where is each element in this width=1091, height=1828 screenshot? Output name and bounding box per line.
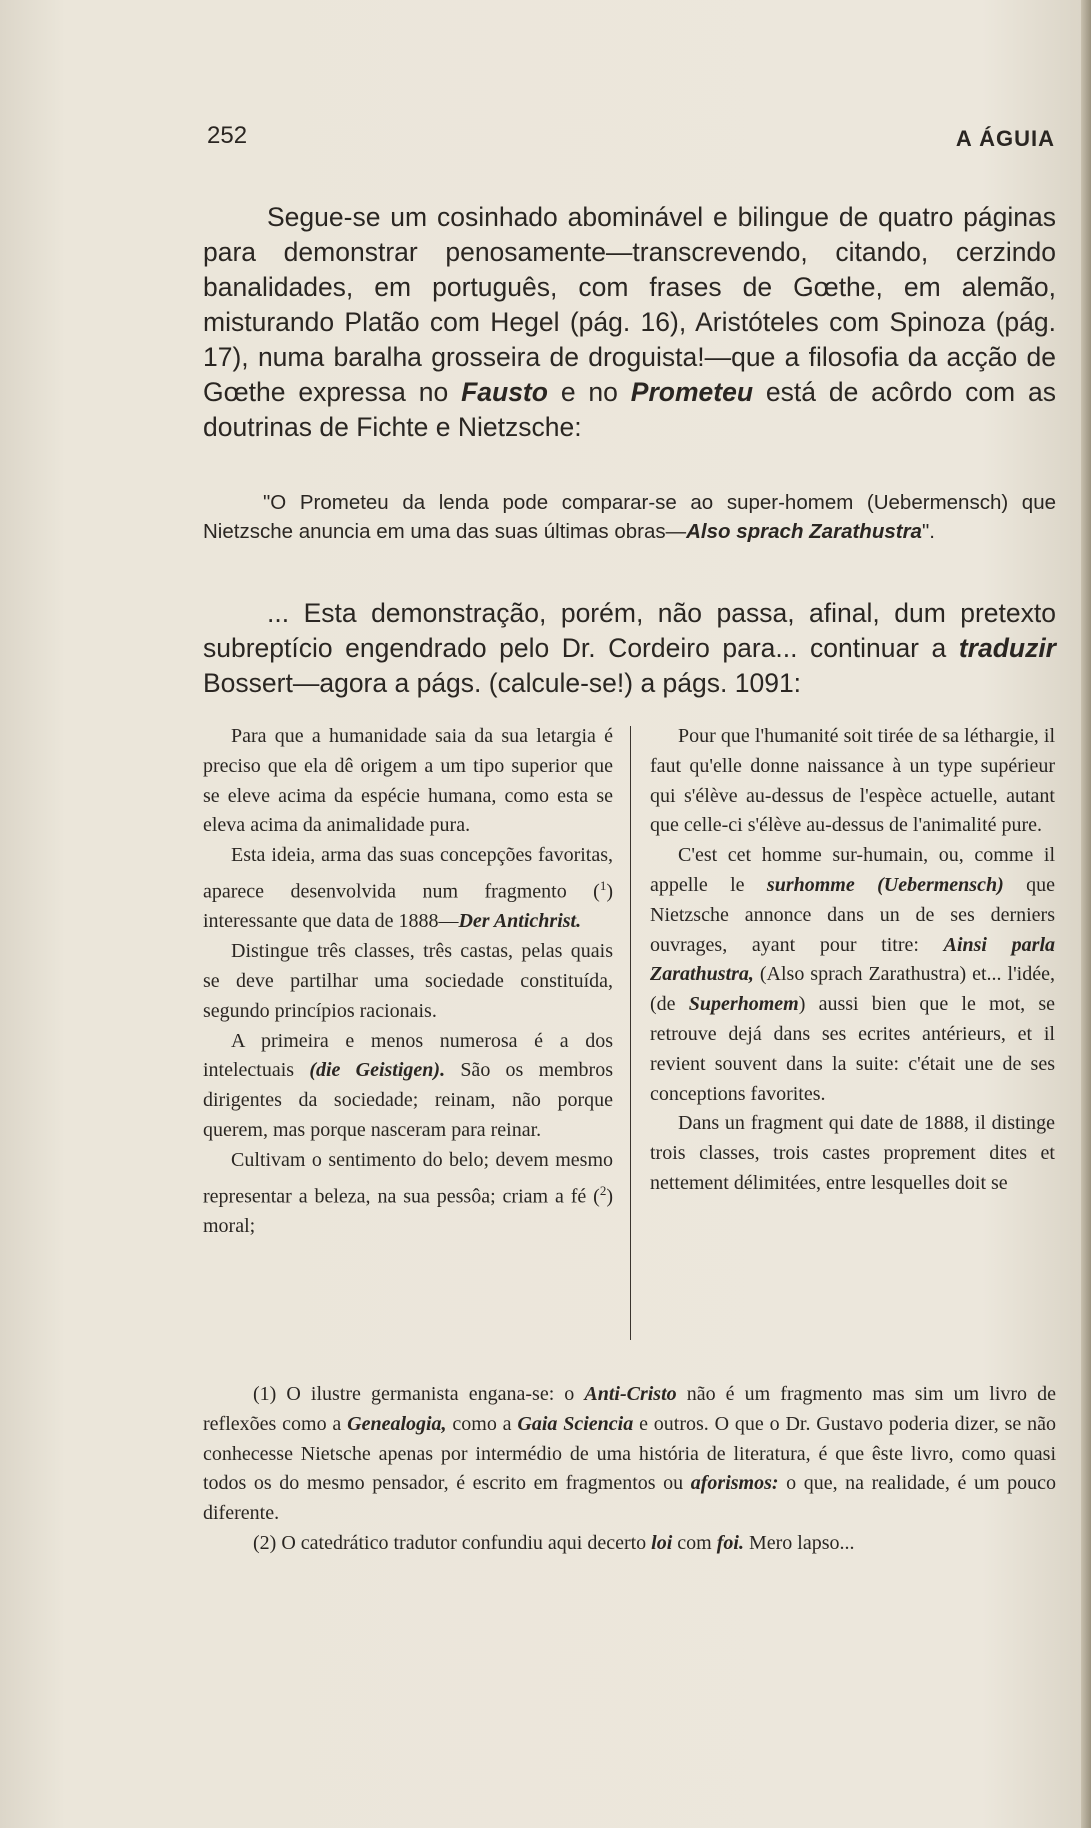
pt-text: Cultivam o sentimento do belo; devem mesmo representar a beleza, na sua pessôa; criam a fé ( <box>203 1148 613 1208</box>
fr-text: que Nietzsche annonce dans un de ses derniers ouvrages, ayant pour titre: <box>650 873 1055 956</box>
ainsi-parla-title: Ainsi parla Zarathustra, <box>650 933 1055 986</box>
bridge-text: ... Esta demonstração, porém, não passa, afinal, dum pretexto subreptício engendrado pelo Dr. Cordeiro para... continuar a <box>203 598 1056 663</box>
genealogia-title: Genealogia, <box>347 1412 447 1435</box>
footnote-1 <box>203 1380 1056 1529</box>
footnotes <box>203 1380 1056 1559</box>
fr-paragraph: Dans un fragment qui date de 1888, il distinge trois classes, trois castes proprement dites et nettement délimitées, entre lesquelles doit se <box>650 1112 1055 1194</box>
fr-text: (Also sprach Zarathustra) et... l'idée, (de <box>650 963 1055 1016</box>
surhomme-term: surhomme (Uebermensch) <box>766 873 1004 896</box>
intro-paragraph <box>203 200 1056 445</box>
zarathustra-title: Also sprach Zarathustra <box>686 520 922 543</box>
pt-text: Esta ideia, arma das suas concepções favoritas, aparece desenvolvida num fragmento ( <box>203 844 613 903</box>
footnote-text: O catedrático tradutor confundiu aqui decerto <box>276 1531 652 1554</box>
footnote-ref-1: 1 <box>599 877 607 893</box>
bridge-text: Bossert—agora a págs. (calcule-se!) a págs. 1091: <box>203 668 802 698</box>
fausto-title: Fausto <box>461 377 548 407</box>
fr-text: ) aussi bien que le mot, se retrouve dejá dans ses ecrites antérieurs, et il revient souvent dans la suite: c'était une de ses conceptions favorites. <box>650 993 1055 1105</box>
quote-text: "O Prometeu da lenda pode comparar-se ao super-homem (Uebermensch) que Nietzsche anuncia em uma das suas últimas obras— <box>203 491 1056 543</box>
die-geistigen-term: (die Geistigen). <box>309 1059 446 1082</box>
superhomem-term: Superhomem <box>688 993 799 1016</box>
column-divider <box>630 726 631 1340</box>
fr-paragraph: Pour que l'humanité soit tirée de sa léthargie, il faut qu'elle donne naissance à un type supérieur qui s'élève au-dessus de l'espèce actuelle, autant que celle-ci s'élève au-dessus de l'animalité pure. <box>650 725 1055 837</box>
pt-paragraph <box>203 841 613 937</box>
block-quote <box>203 488 1056 546</box>
loi-term: loi <box>651 1531 673 1554</box>
footnote-mark: (2) <box>253 1531 277 1554</box>
footnote-text: Mero lapso... <box>743 1531 855 1554</box>
footnote-text: com <box>672 1531 717 1554</box>
aforismos-term: aforismos: <box>690 1472 779 1495</box>
foi-term: foi. <box>716 1531 744 1554</box>
quote-end: ". <box>921 520 935 543</box>
traduzir-emphasis: traduzir <box>958 633 1056 663</box>
portuguese-column <box>203 722 613 1242</box>
antichrist-title: Der Antichrist. <box>458 910 582 933</box>
intro-text: está de acôrdo com as doutrinas de Fichte e Nietzsche: <box>203 377 1056 442</box>
footnote-text: como a <box>446 1412 518 1435</box>
intro-text: Segue-se um cosinhado abominável e bilingue de quatro páginas para demonstrar penosamente—transcrevendo, citando, cerzindo banalidades, em português, com frases de Gœthe, em alemão, misturando Platão com Hegel (pág. 16), Aristóteles com Spinoza (pág. 17), numa baralha grosseira de droguista!—que a filosofia da acção de Gœthe expressa no <box>203 202 1056 407</box>
pt-text: São os membros dirigentes da sociedade; reinam, não porque querem, mas porque nasceram para reinar. <box>203 1059 613 1142</box>
pt-paragraph: Para que a humanidade saia da sua letargia é preciso que ela dê origem a um tipo superior que se eleve acima da espécie humana, como esta se eleva acima da animalidade pura. <box>203 725 613 837</box>
footnote-text: e outros. O que o Dr. Gustavo poderia dizer, se não conhecesse Nietsche apenas por intermédio de uma história de literatura, é que êste livro, como quasi todos os do mesmo pensador, é escrito em fragmentos ou <box>203 1412 1056 1495</box>
intro-text: e no <box>547 377 631 407</box>
footnote-ref-2: 2 <box>599 1182 607 1198</box>
footnote-text: não é um fragmento mas sim um livro de reflexões como a <box>203 1383 1056 1435</box>
fr-text: C'est cet homme sur-humain, ou, comme il appelle le <box>650 844 1055 896</box>
running-title: A ÁGUIA <box>955 126 1055 151</box>
footnote-2 <box>203 1529 1056 1559</box>
pt-text: ) moral; <box>203 1185 613 1238</box>
bridge-paragraph <box>203 596 1056 701</box>
gaia-sciencia-title: Gaia Sciencia <box>517 1412 634 1435</box>
page-number: 252 <box>207 122 248 149</box>
pt-paragraph <box>203 1027 613 1146</box>
french-column <box>650 722 1055 1199</box>
footnote-mark: (1) <box>253 1383 277 1405</box>
prometeu-title: Prometeu <box>630 377 754 407</box>
fr-paragraph <box>650 841 1055 1109</box>
pt-paragraph <box>203 1146 613 1242</box>
pt-text: ) interessante que data de 1888— <box>203 880 613 933</box>
pt-text: A primeira e menos numerosa é a dos intelectuais <box>203 1029 613 1082</box>
anti-cristo-title: Anti-Cristo <box>584 1383 677 1405</box>
pt-paragraph: Distingue três classes, três castas, pelas quais se deve partilhar uma sociedade constituída, segundo princípios racionais. <box>203 940 613 1022</box>
page-spine-shadow <box>1081 0 1091 1828</box>
page-header <box>207 122 1055 162</box>
footnote-text: O ilustre germanista engana-se: o <box>276 1383 585 1405</box>
footnote-text: o que, na realidade, é um pouco diferente. <box>203 1472 1056 1525</box>
